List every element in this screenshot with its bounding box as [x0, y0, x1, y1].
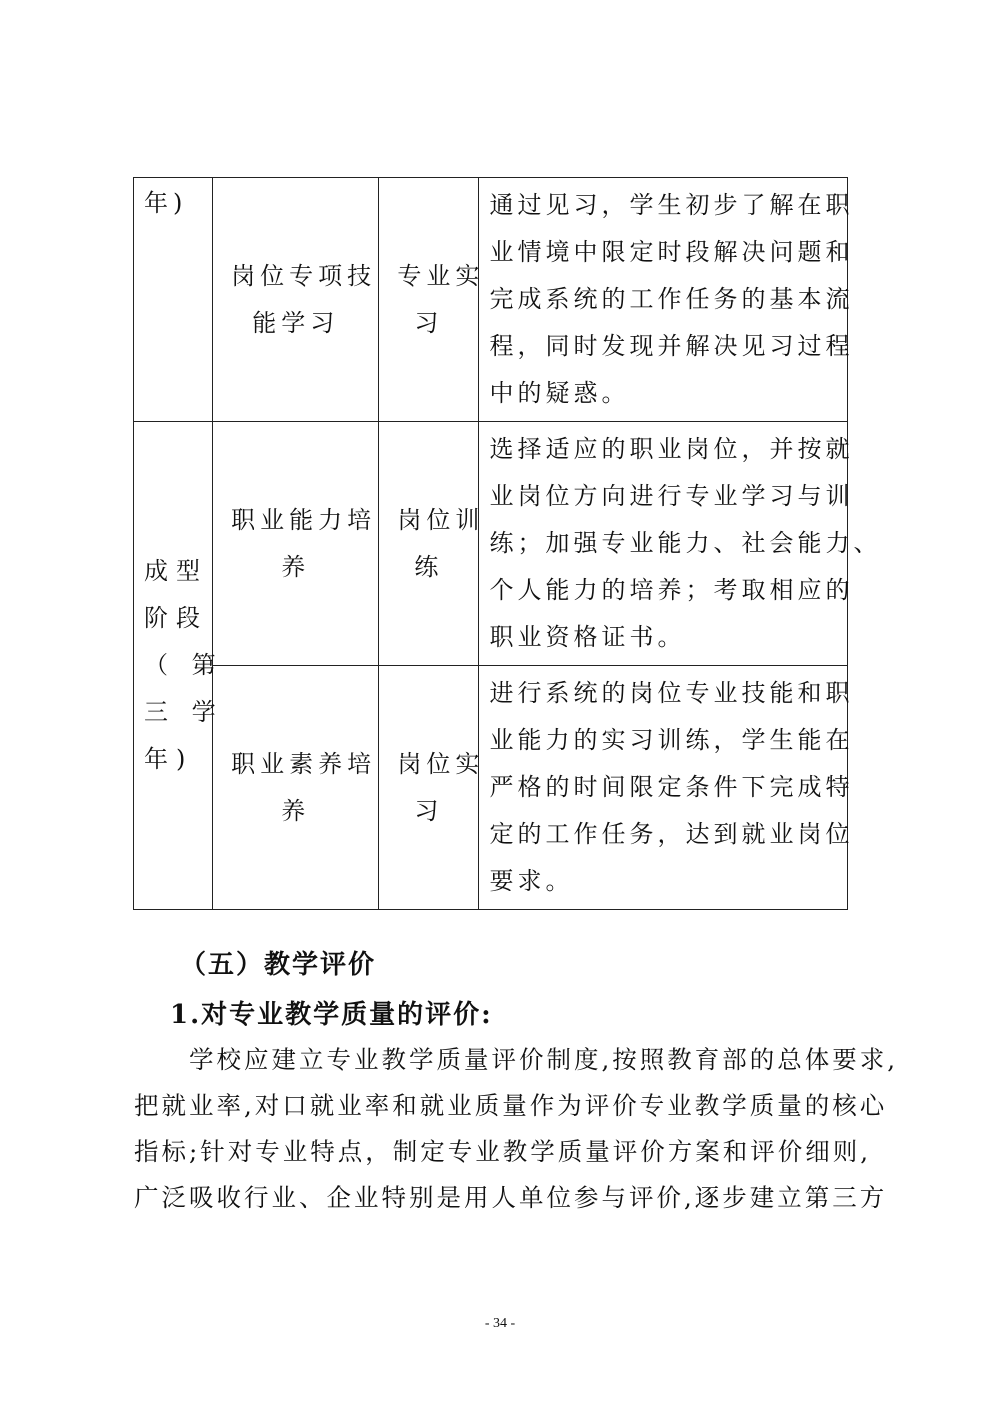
- description-line: 定的工作任务，达到就业岗位: [489, 820, 854, 848]
- type-text: 岗位训: [397, 505, 485, 534]
- description-line: 程，同时发现并解决见习过程: [489, 332, 854, 360]
- stage-cell: [134, 422, 224, 910]
- description-line: 严格的时间限定条件下完成特: [489, 773, 854, 801]
- course-cell: [213, 666, 379, 910]
- type-text: 习: [414, 796, 444, 825]
- paragraph-line: 指标;针对专业特点，制定专业教学质量评价方案和评价细则,: [134, 1137, 872, 1166]
- description-line: 进行系统的岗位专业技能和职: [489, 679, 854, 707]
- stage-text: 年): [144, 189, 188, 217]
- stage-text: 年): [144, 745, 194, 773]
- description-line: 业岗位方向进行专业学习与训: [489, 482, 854, 510]
- body-paragraph: [134, 1037, 899, 1221]
- table-row: [134, 422, 848, 666]
- description-line: 中的疑惑。: [489, 379, 630, 407]
- course-text: 岗位专项技: [231, 261, 377, 290]
- description-line: 个人能力的培养；考取相应的: [489, 576, 854, 604]
- description-cell: [479, 422, 882, 666]
- stage-text: 阶段: [144, 604, 208, 632]
- course-cell: [213, 422, 379, 666]
- course-text: 能学习: [252, 308, 340, 337]
- page-number: - 34 -: [484, 1316, 516, 1331]
- type-cell: [379, 178, 485, 422]
- description-line: 业能力的实习训练，学生能在: [489, 726, 854, 754]
- table-row: [134, 666, 848, 910]
- description-line: 选择适应的职业岗位，并按就: [489, 435, 854, 463]
- course-text: 养: [281, 552, 311, 581]
- course-cell: [213, 178, 379, 422]
- paragraph-line: 把就业率,对口就业率和就业质量作为评价专业教学质量的核心: [134, 1091, 888, 1120]
- stage-text: 成型: [144, 557, 208, 585]
- sub-heading: 1.对专业教学质量的评价:: [170, 1000, 493, 1030]
- description-line: 通过见习，学生初步了解在职: [489, 191, 854, 219]
- type-text: 岗位实: [397, 749, 485, 778]
- description-cell: [479, 178, 854, 422]
- section-heading: （五）教学评价: [180, 950, 377, 980]
- course-text: 养: [281, 796, 311, 825]
- description-line: 练；加强专业能力、社会能力、: [489, 529, 882, 557]
- type-cell: [379, 422, 485, 666]
- paragraph-line: 广泛吸收行业、企业特别是用人单位参与评价,逐步建立第三方: [134, 1183, 888, 1212]
- type-text: 习: [414, 308, 444, 337]
- stage-text: 三 学: [144, 698, 224, 726]
- type-text: 专业实: [397, 261, 485, 290]
- table-row: [134, 178, 848, 422]
- type-cell: [379, 666, 485, 910]
- type-text: 练: [414, 552, 444, 581]
- description-cell: [479, 666, 854, 910]
- curriculum-table: [133, 177, 882, 910]
- description-line: 要求。: [489, 867, 574, 895]
- description-line: 业情境中限定时段解决问题和: [489, 238, 854, 266]
- paragraph-line: 学校应建立专业教学质量评价制度,按照教育部的总体要求,: [189, 1045, 899, 1074]
- description-line: 完成系统的工作任务的基本流: [489, 285, 854, 313]
- description-line: 职业资格证书。: [489, 623, 686, 651]
- stage-text: （ 第: [144, 651, 224, 679]
- stage-cell: [134, 178, 213, 422]
- course-text: 职业能力培: [231, 505, 377, 534]
- course-text: 职业素养培: [231, 749, 377, 778]
